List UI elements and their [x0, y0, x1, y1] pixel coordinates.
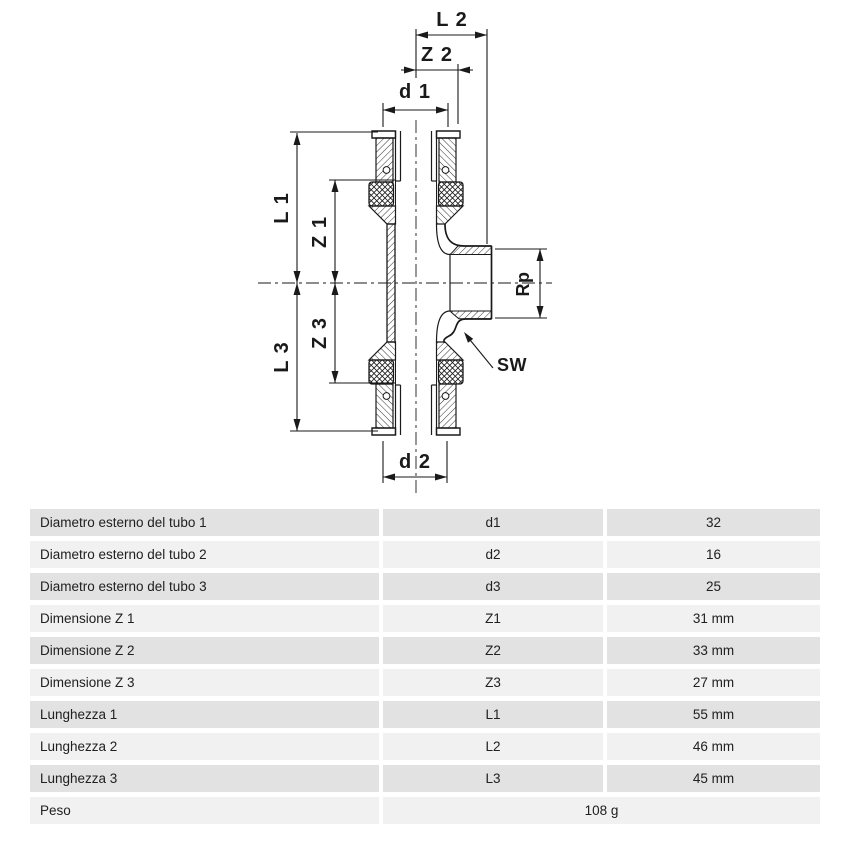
press-sleeve-top-right	[432, 131, 464, 224]
spec-value: 27 mm	[607, 669, 820, 696]
table-row	[30, 509, 820, 536]
spec-table	[30, 509, 820, 824]
table-row	[30, 701, 820, 728]
dim-label-rp: Rp	[513, 271, 533, 297]
dim-label-l3: L 3	[271, 341, 293, 373]
spec-value: 31 mm	[607, 605, 820, 632]
table-row	[30, 669, 820, 696]
dim-label-z1: Z 1	[309, 216, 331, 248]
dim-label-z2: Z 2	[421, 44, 453, 66]
spec-symbol: L2	[383, 733, 603, 760]
branch-socket	[437, 224, 492, 343]
spec-symbol: d3	[383, 573, 603, 600]
press-sleeve-quarter	[369, 131, 401, 224]
spec-value: 45 mm	[607, 765, 820, 792]
spec-value: 55 mm	[607, 701, 820, 728]
spec-value: 46 mm	[607, 733, 820, 760]
table-row	[30, 637, 820, 664]
dim-label-d2: d 2	[399, 451, 431, 473]
spec-label: Lunghezza 3	[30, 765, 379, 792]
spec-label: Dimensione Z 1	[30, 605, 379, 632]
spec-symbol: Z2	[383, 637, 603, 664]
spec-label: Dimensione Z 2	[30, 637, 379, 664]
press-sleeve-bottom-left	[369, 342, 401, 435]
spec-symbol: Z3	[383, 669, 603, 696]
dim-label-d1: d 1	[399, 81, 431, 103]
spec-symbol: L1	[383, 701, 603, 728]
dim-label-l1: L 1	[271, 192, 293, 224]
table-row	[30, 605, 820, 632]
spec-symbol: d1	[383, 509, 603, 536]
spec-label: Peso	[30, 797, 379, 824]
spec-value: 25	[607, 573, 820, 600]
body-left-wall	[387, 224, 395, 342]
dim-label-sw: SW	[497, 355, 527, 375]
centerlines	[258, 120, 552, 497]
table-row	[30, 765, 820, 792]
spec-symbol: Z1	[383, 605, 603, 632]
table-row	[30, 573, 820, 600]
spec-label: Diametro esterno del tubo 3	[30, 573, 379, 600]
spec-value: 108 g	[383, 797, 820, 824]
spec-label: Diametro esterno del tubo 1	[30, 509, 379, 536]
dim-label-z3: Z 3	[309, 317, 331, 349]
spec-label: Lunghezza 2	[30, 733, 379, 760]
spec-value: 32	[607, 509, 820, 536]
press-sleeve-bottom-right	[432, 342, 464, 435]
table-row	[30, 733, 820, 760]
spec-value: 33 mm	[607, 637, 820, 664]
spec-symbol: d2	[383, 541, 603, 568]
table-row	[30, 541, 820, 568]
dim-label-l2: L 2	[436, 9, 468, 31]
spec-symbol: L3	[383, 765, 603, 792]
spec-label: Diametro esterno del tubo 2	[30, 541, 379, 568]
spec-label: Lunghezza 1	[30, 701, 379, 728]
spec-value: 16	[607, 541, 820, 568]
table-row-weight	[30, 797, 820, 824]
spec-label: Dimensione Z 3	[30, 669, 379, 696]
